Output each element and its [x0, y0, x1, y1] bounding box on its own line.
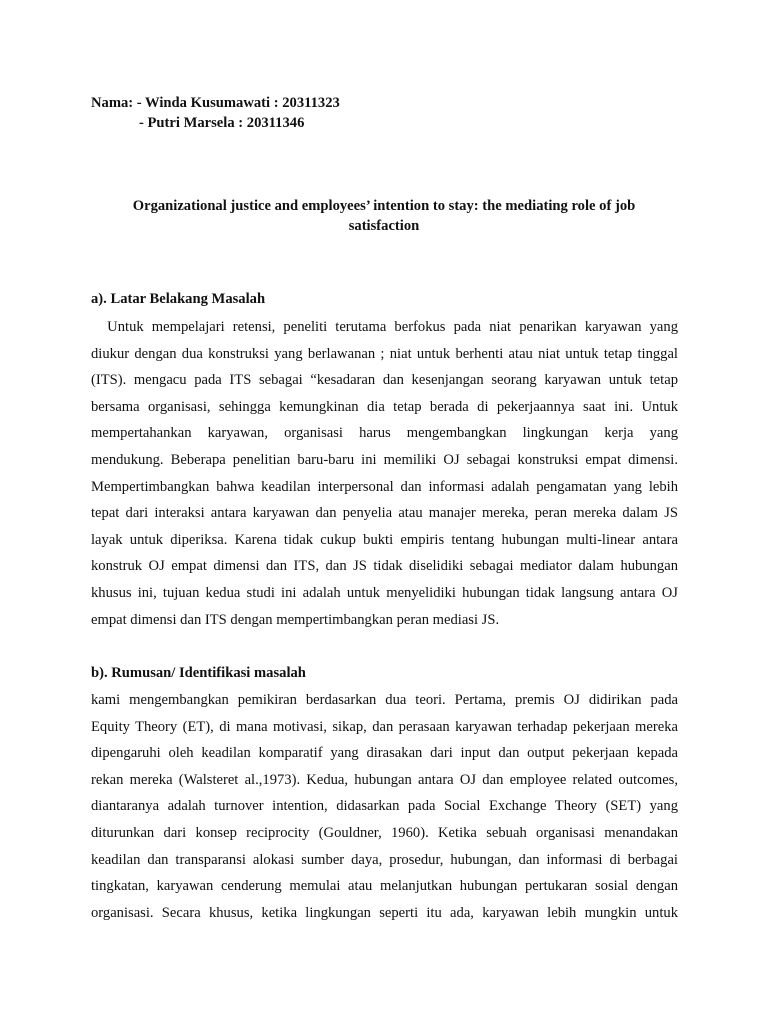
text-line: layak untuk diperiksa. Karena tidak cukup bukti empiris tentang hubungan multi-linear antara: [91, 531, 678, 548]
text-line: organisasi. Secara khusus, ketika lingkungan seperti itu ada, karyawan lebih mungkin untuk: [91, 904, 678, 921]
document-title: Organizational justice and employees’ intention to stay: the mediating role of job satisfaction: [132, 198, 636, 234]
text-line: empat dimensi dan ITS dengan mempertimbangkan peran mediasi JS.: [91, 611, 500, 628]
section-body-background: [91, 314, 678, 633]
text-line: diturunkan dari konsep reciprocity (Gouldner, 1960). Ketika sebuah organisasi menandakan: [91, 824, 678, 841]
text-line: Untuk mempelajari retensi, peneliti terutama berfokus pada niat penarikan karyawan yang: [91, 319, 678, 335]
text-line: dipengaruhi oleh keadilan komparatif yang dirasakan dari input dan output pekerjaan kepada: [91, 745, 678, 762]
text-line: kami mengembangkan pemikiran berdasarkan dua teori. Pertama, premis OJ didirikan pada: [91, 692, 678, 708]
author-names: [91, 93, 340, 133]
text-line: Equity Theory (ET), di mana motivasi, sikap, dan perasaan karyawan terhadap pekerjaan mereka: [91, 718, 678, 735]
text-line: keadilan dan transparansi alokasi sumber daya, prosedur, hubungan, dan informasi di berbagai: [91, 851, 678, 868]
text-line: diukur dengan dua konstruksi yang berlawanan ; niat untuk berhenti atau niat untuk tetap tinggal: [91, 345, 678, 362]
text-line: konstruk OJ empat dimensi dan ITS, dan JS tidak diselidiki sebagai mediator dalam hubungan: [91, 558, 678, 575]
text-line: mempertahankan karyawan, organisasi harus mengembangkan lingkungan kerja yang: [91, 425, 678, 442]
text-line: bersama organisasi, sehingga kemungkinan dia tetap berada di pekerjaannya saat ini. Untuk: [91, 398, 678, 415]
text-line: mendukung. Beberapa penelitian baru-baru ini memiliki OJ sebagai konstruksi empat dimensi.: [91, 451, 678, 468]
text-line: Mempertimbangkan bahwa keadilan interpersonal dan informasi adalah pengamatan yang lebih: [91, 478, 678, 495]
section-heading-background: a). Latar Belakang Masalah: [91, 291, 266, 307]
section-heading-problem: b). Rumusan/ Identifikasi masalah: [91, 665, 306, 681]
author-line-2: - Putri Marsela : 20311346: [139, 115, 305, 131]
section-body-problem: [91, 687, 678, 926]
text-line: rekan mereka (Walsteret al.,1973). Kedua, hubungan antara OJ dan employee related outcomes,: [91, 771, 678, 788]
text-line: tepat dari interaksi antara karyawan dan penyelia atau manajer mereka, peran mereka dalam JS: [91, 505, 678, 522]
text-line: (ITS). mengacu pada ITS sebagai “kesadaran dan kesenjangan seorang karyawan untuk tetap: [91, 372, 678, 389]
text-line: tingkatan, karyawan cenderung memulai atau melanjutkan hubungan pertukaran sosial dengan: [91, 878, 678, 895]
text-line: diantaranya adalah turnover intention, didasarkan pada Social Exchange Theory (SET) yang: [91, 798, 678, 815]
author-line-1: Nama: - Winda Kusumawati : 20311323: [91, 95, 340, 111]
text-line: khusus ini, tujuan kedua studi ini adalah untuk menyelidiki hubungan tidak langsung antara OJ: [91, 584, 678, 601]
